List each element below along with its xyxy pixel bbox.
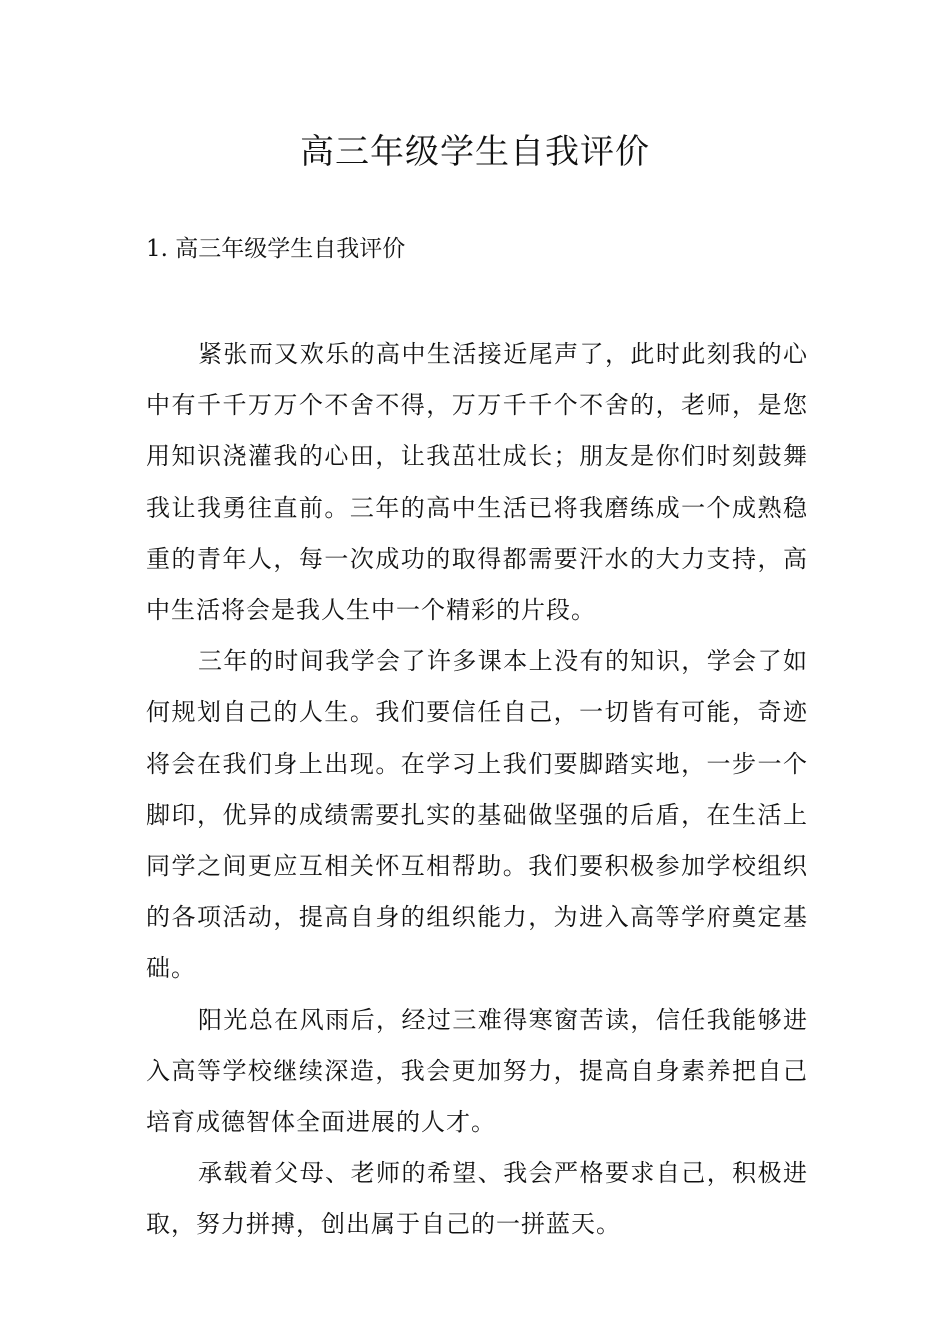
paragraph-2: 三年的时间我学会了许多课本上没有的知识，学会了如何规划自己的人生。我们要信任自己，一切皆有可能，奇迹将会在我们身上出现。在学习上我们要脚踏实地，一步一个脚印，优异的成绩需要扎实的基础做坚强的后盾，在生活上同学之间更应互相关怀互相帮助。我们要积极参加学校组织的各项活动，提高自身的组织能力，为进入高等学府奠定基础。 (146, 647, 808, 983)
paragraph-4: 承载着父母、老师的希望、我会严格要求自己，积极进取，努力拼搏，创出属于自己的一拼蓝天。 (146, 1159, 808, 1239)
paragraph-3: 阳光总在风雨后，经过三难得寒窗苦读，信任我能够进入高等学校继续深造，我会更加努力，提高自身素养把自己培育成德智体全面进展的人才。 (146, 1005, 808, 1137)
body-text (146, 329, 808, 1251)
document-title: 高三年级学生自我评价 (300, 132, 650, 172)
section-heading: 1. 高三年级学生自我评价 (146, 236, 406, 262)
paragraph-1: 紧张而又欢乐的高中生活接近尾声了，此时此刻我的心中有千千万万个不舍不得，万万千千个不舍的，老师，是您用知识浇灌我的心田，让我茁壮成长；朋友是你们时刻鼓舞我让我勇往直前。三年的高中生活已将我磨练成一个成熟稳重的青年人，每一次成功的取得都需要汗水的大力支持，高中生活将会是我人生中一个精彩的片段。 (146, 340, 808, 625)
